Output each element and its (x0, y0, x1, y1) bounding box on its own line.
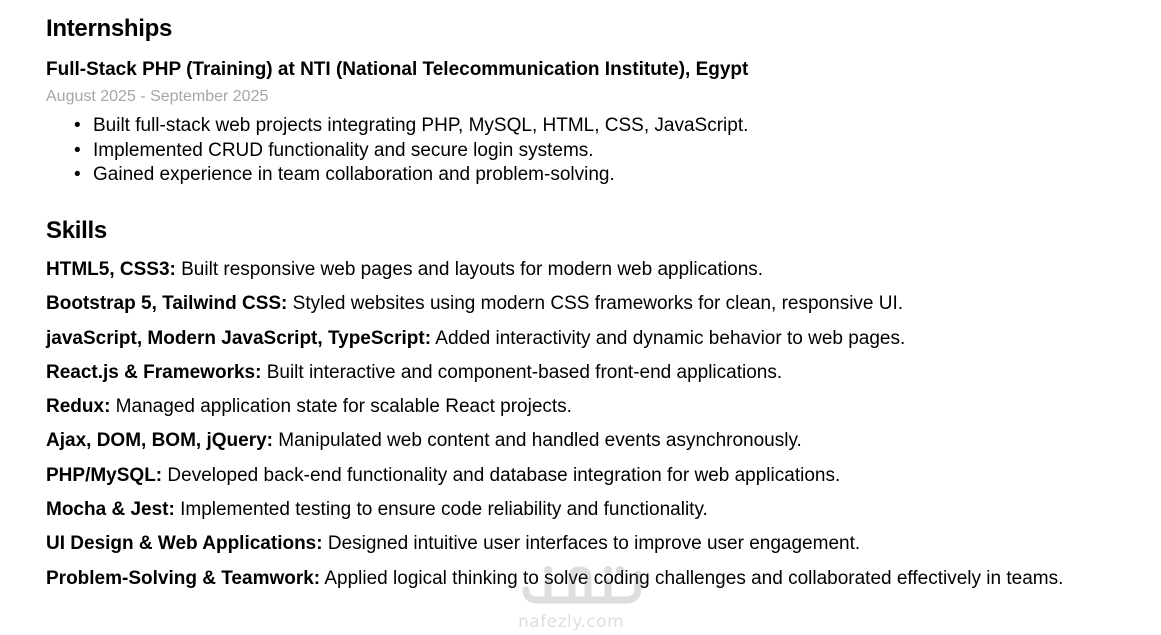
skills-heading: Skills (46, 217, 107, 244)
skill-description: Designed intuitive user interfaces to improve user engagement. (322, 533, 861, 555)
skill-name: Problem-Solving & Teamwork: (46, 567, 321, 589)
skill-name: PHP/MySQL: (46, 464, 163, 486)
skill-description: Manipulated web content and handled events asynchronously. (272, 430, 802, 452)
skill-description: Managed application state for scalable React projects. (110, 396, 572, 418)
skill-item (46, 361, 1126, 386)
skill-item (46, 567, 1126, 592)
bullet-text: Implemented CRUD functionality and secure login systems. (93, 139, 594, 161)
skill-description: Developed back-end functionality and database integration for web applications. (162, 464, 841, 486)
skills-list (46, 258, 1126, 601)
list-item (74, 114, 748, 139)
skill-description: Built interactive and component-based front-end applications. (261, 361, 783, 383)
skill-description: Styled websites using modern CSS frameworks for clean, responsive UI. (287, 293, 904, 315)
skill-description: Added interactivity and dynamic behavior to web pages. (431, 327, 906, 349)
internships-heading: Internships (46, 15, 173, 42)
skill-item (46, 258, 1126, 283)
skill-item (46, 498, 1126, 523)
job-title: Full-Stack PHP (Training) at NTI (National Telecommunication Institute), Egypt (46, 59, 749, 80)
list-item (74, 139, 748, 164)
job-dates: August 2025 - September 2025 (46, 88, 269, 105)
skill-item (46, 292, 1126, 317)
internship-bullets (74, 114, 748, 188)
skill-name: UI Design & Web Applications: (46, 533, 323, 555)
bullet-icon: • (74, 139, 81, 161)
bullet-text: Gained experience in team collaboration and problem-solving. (93, 164, 615, 185)
skill-description: Built responsive web pages and layouts for modern web applications. (175, 259, 764, 280)
watermark-text: nafezly.com (518, 612, 625, 632)
skill-name: React.js & Frameworks: (46, 361, 262, 383)
skill-name: Ajax, DOM, BOM, jQuery: (46, 430, 273, 452)
bullet-icon: • (74, 164, 81, 185)
skill-name: javaScript, Modern JavaScript, TypeScript: (46, 327, 432, 349)
skill-name: HTML5, CSS3: (46, 259, 176, 280)
skill-item (46, 327, 1126, 352)
list-item (74, 163, 748, 188)
skill-description: Implemented testing to ensure code reliability and functionality. (174, 499, 708, 521)
bullet-text: Built full-stack web projects integrating PHP, MySQL, HTML, CSS, JavaScript. (93, 115, 749, 136)
skill-item (46, 464, 1126, 489)
skill-item (46, 395, 1126, 420)
skill-name: Mocha & Jest: (46, 499, 175, 521)
bullet-icon: • (74, 115, 81, 136)
skill-item (46, 429, 1126, 454)
skill-item (46, 532, 1126, 557)
skill-description: Applied logical thinking to solve coding challenges and collaborated effectively in teams. (320, 567, 1064, 589)
skill-name: Bootstrap 5, Tailwind CSS: (46, 293, 288, 315)
skill-name: Redux: (46, 396, 111, 418)
